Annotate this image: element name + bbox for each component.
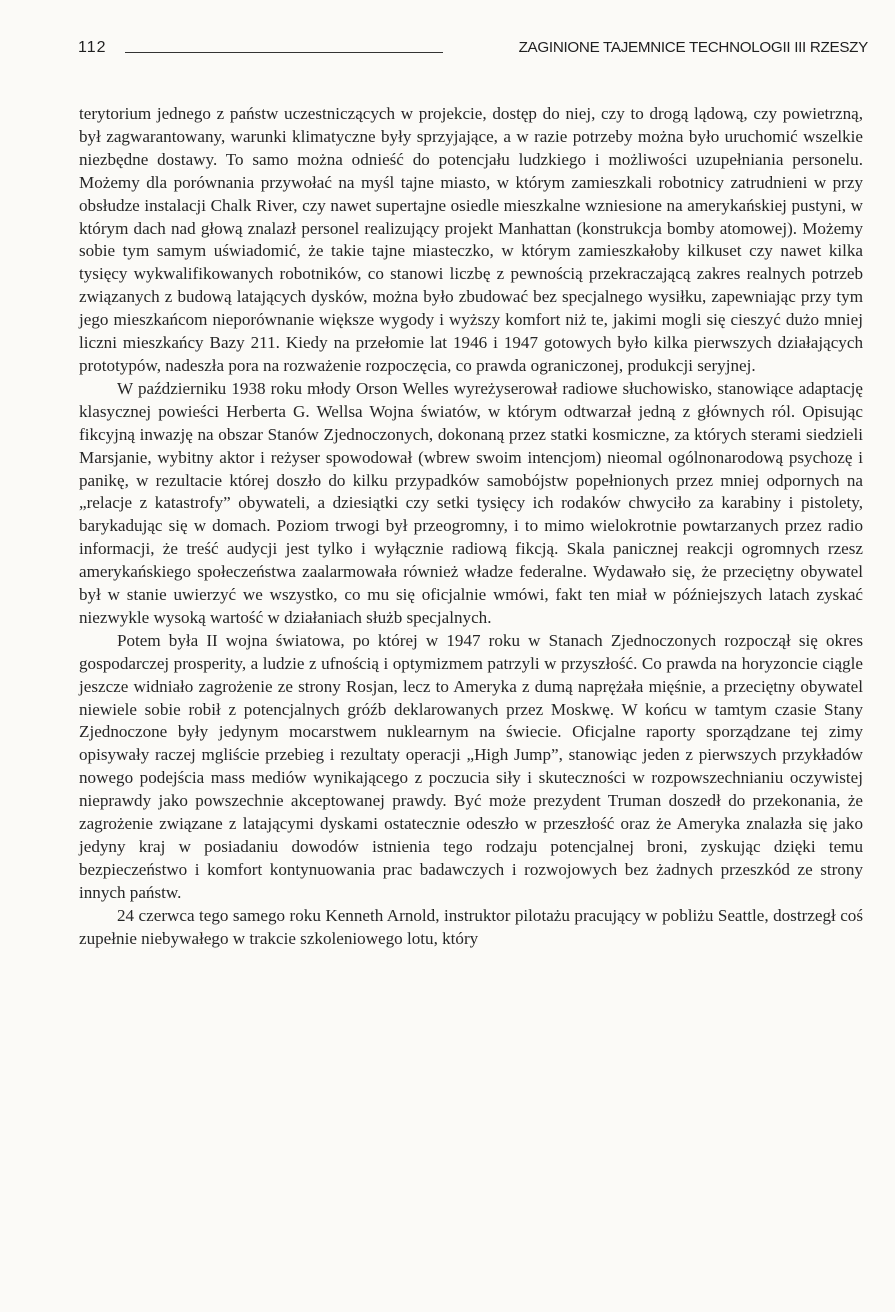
page-header xyxy=(78,34,868,56)
header-rule xyxy=(125,52,443,53)
page-number: 112 xyxy=(78,39,107,56)
paragraph-orson-welles: W październiku 1938 roku młody Orson Welles wyreżyserował radiowe słuchowisko, stanowiące adaptację klasycznej powieści Herberta G. Wellsa Wojna światów, w którym odtwarzał jedną z głównych ról. Opisując fikcyjną inwazję na obszar Stanów Zjednoczonych, dokonaną przez statki kosmiczne, za których sterami siedzieli Marsjanie, wybitny aktor i reżyser spowodował (wbrew swoim intencjom) nieomal ogólnonarodową psychozę i panikę, w rezultacie której doszło do kilku przypadków samobójstw popełnionych przez mniej odpornych na „relacje z katastrofy” obywateli, a dziesiątki czy setki tysięcy ich rodaków chwyciło za karabiny i pistolety, barykadując się w domach. Poziom trwogi był przeogromny, i to mimo wielokrotnie powtarzanych przez radio informacji, że treść audycji jest tylko i wyłącznie radiową fikcją. Skala panicznej reakcji ogromnych rzesz amerykańskiego społeczeństwa zaalarmowała również władze federalne. Wydawało się, że przeciętny obywatel był w stanie uwierzyć we wszystko, co mu się oficjalnie wmówi, fakt ten miał w późniejszych latach zyskać niezwykle wysoką wartość w działaniach służb specjalnych. xyxy=(79,378,863,627)
paragraph-kenneth-arnold: 24 czerwca tego samego roku Kenneth Arnold, instruktor pilotażu pracujący w pobliżu Seattle, dostrzegł coś zupełnie niebywałego w trakcie szkoleniowego lotu, który xyxy=(79,905,863,948)
body-text xyxy=(79,103,863,951)
paragraph-continued: terytorium jednego z państw uczestniczących w projekcie, dostęp do niej, czy to drogą lądową, czy powietrzną, był zagwarantowany, warunki klimatyczne były sprzyjające, a w razie potrzeby można było uruchomić wszelkie niezbędne dostawy. To samo można odnieść do potencjału ludzkiego i możliwości uzupełniania personelu. Możemy dla porównania przywołać na myśl tajne miasto, w którym zamieszkali robotnicy zatrudnieni w przy obsłudze instalacji Chalk River, czy nawet supertajne osiedle mieszkalne wzniesione na amerykańskiej pustyni, w którym dach nad głową znalazł personel realizujący projekt Manhattan (konstrukcja bomby atomowej). Możemy sobie tym samym uświadomić, że takie tajne miasteczko, w którym zamieszkałoby kilkuset czy nawet kilka tysięcy wykwalifikowanych robotników, co stanowi liczbę z pewnością przekraczającą zakres realnych potrzeb związanych z budową latających dysków, można było zbudować bez specjalnego wysiłku, zapewniając przy tym jego mieszkańcom nieporównanie większe wygody i wyższy komfort niż te, jakimi mogli się cieszyć dużo mniej liczni mieszkańcy Bazy 211. Kiedy na przełomie lat 1946 i 1947 gotowych było kilka pierwszych działających prototypów, nadeszła pora na rozważenie rozpoczęcia, co prawda ograniczonej, produkcji seryjnej. xyxy=(79,104,863,375)
running-title: ZAGINIONE TAJEMNICE TECHNOLOGII III RZESZY xyxy=(518,39,868,56)
paragraph-postwar: Potem była II wojna światowa, po której w 1947 roku w Stanach Zjednoczonych rozpoczął się okres gospodarczej prosperity, a ludzie z ufnością i optymizmem patrzyli w przyszłość. Co prawda na horyzoncie ciągle jeszcze widniało zagrożenie ze strony Rosjan, lecz to Ameryka z dumą naprężała mięśnie, a przeciętny obywatel niewiele sobie robił z potencjalnych gróźb deklarowanych przez Moskwę. W końcu w tamtym czasie Stany Zjednoczone były jedynym mocarstwem nuklearnym na świecie. Oficjalne raporty sporządzane tej zimy opisywały raczej mgliście przebieg i rezultaty operacji „High Jump”, stanowiąc jeden z pierwszych przykładów nowego podejścia mass mediów wynikającego z poczucia siły i skuteczności w rozpowszechnianiu oczywistej nieprawdy jako powszechnie akceptowanej prawdy. Być może prezydent Truman doszedł do przekonania, że zagrożenie związane z latającymi dyskami ostatecznie odeszło w przeszłość oraz że Ameryka znalazła się jako jedyny kraj w posiadaniu dowodów istnienia tego rodzaju potencjalnej broni, zyskując dzięki temu bezpieczeństwo i komfort kontynuowania prac badawczych i rozwojowych bez żadnych przeszkód ze strony innych państw. xyxy=(79,630,863,902)
